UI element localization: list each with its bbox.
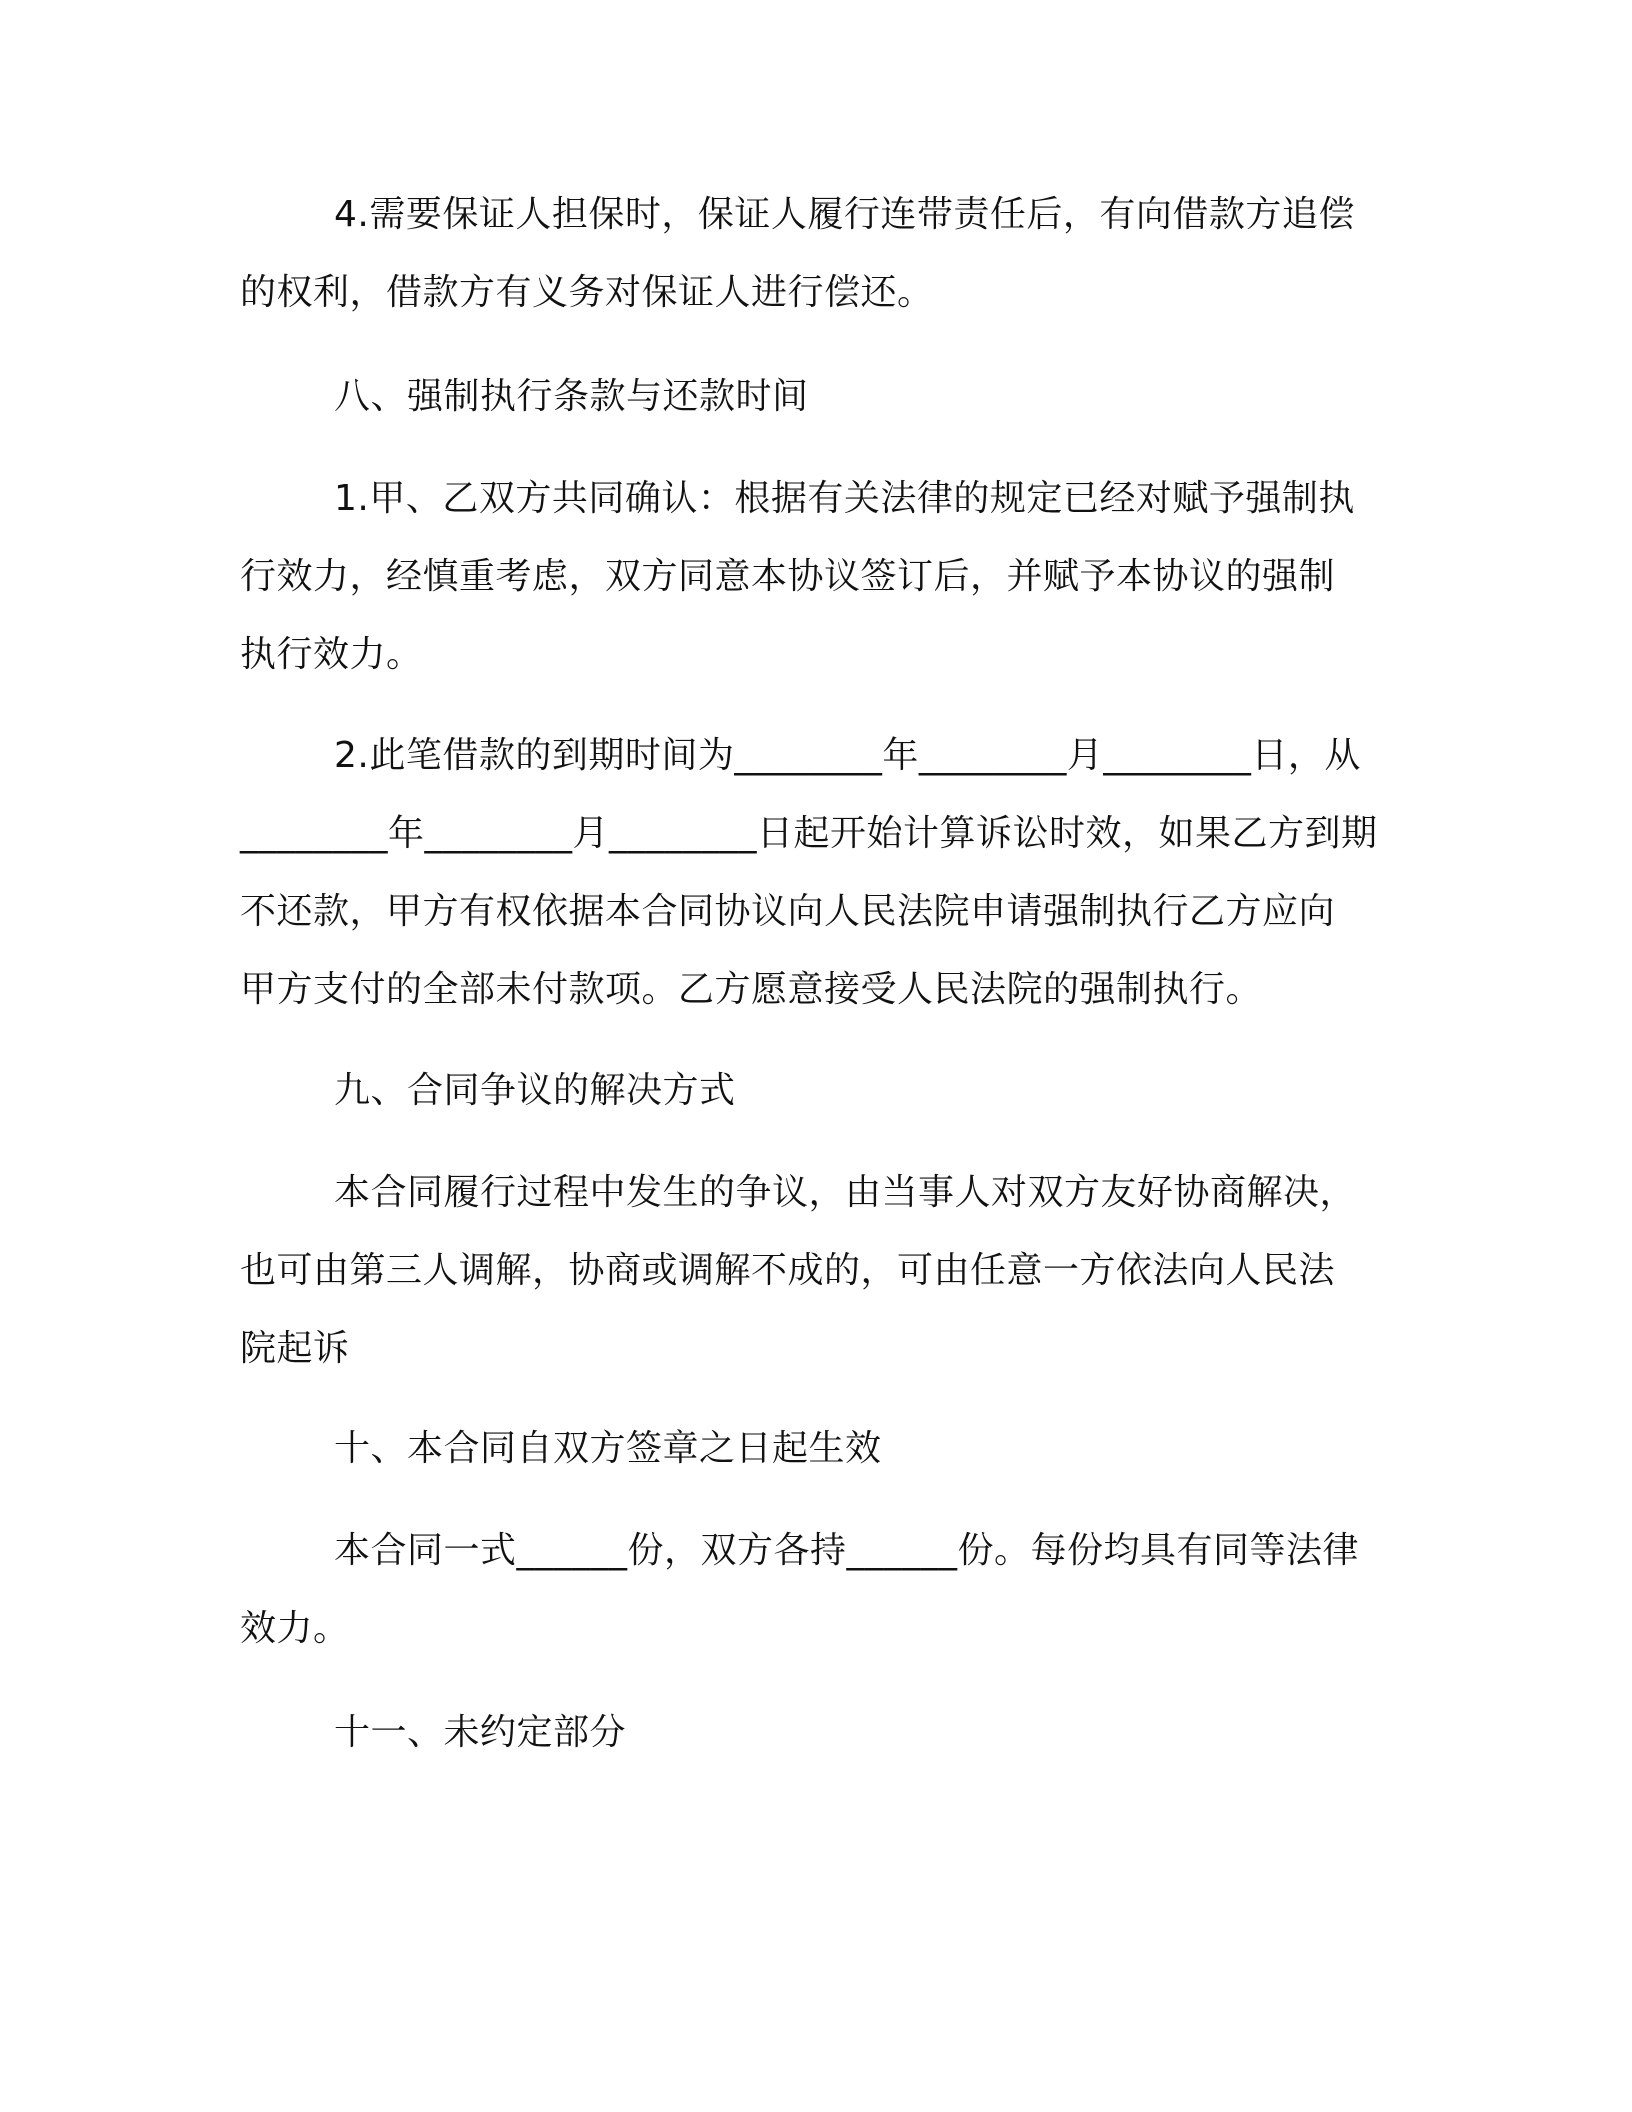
clause-8-2: [240, 717, 1400, 1029]
clause-9-line-1: 本合同履行过程中发生的争议，由当事人对双方友好协商解决，: [334, 1172, 1357, 1213]
section-9-title: 九、合同争议的解决方式: [334, 1070, 736, 1111]
section-11-title: 十一、未约定部分: [334, 1712, 627, 1753]
clause-8-1-line-3: 执行效力。: [240, 634, 423, 675]
clause-7-4-line-1: 4.需要保证人担保时，保证人履行连带责任后，有向借款方追偿: [334, 194, 1355, 235]
clause-7-4: [240, 176, 1400, 332]
clause-10-line-1: 本合同一式______份，双方各持______份。每份均具有同等法律: [334, 1530, 1360, 1571]
section-10-title: 十、本合同自双方签章之日起生效: [334, 1428, 882, 1469]
clause-9-line-2: 也可由第三人调解，协商或调解不成的，可由任意一方依法向人民法: [240, 1250, 1336, 1291]
clause-8-2-line-1: 2.此笔借款的到期时间为________年________月________日，从: [334, 735, 1361, 776]
section-8-title: 八、强制执行条款与还款时间: [334, 376, 809, 417]
clause-7-4-line-2: 的权利，借款方有义务对保证人进行偿还。: [240, 272, 934, 313]
clause-10: [240, 1512, 1400, 1668]
clause-9: [240, 1154, 1400, 1388]
clause-9-line-3: 院起诉: [240, 1328, 350, 1369]
clause-10-line-2: 效力。: [240, 1608, 350, 1649]
clause-8-1-line-2: 行效力，经慎重考虑，双方同意本协议签订后，并赋予本协议的强制: [240, 556, 1336, 597]
clause-8-2-line-3: 不还款，甲方有权依据本合同协议向人民法院申请强制执行乙方应向: [240, 891, 1336, 932]
clause-8-2-line-4: 甲方支付的全部未付款项。乙方愿意接受人民法院的强制执行。: [240, 969, 1263, 1010]
clause-8-2-line-2: ________年________月________日起开始计算诉讼时效，如果乙方到期: [240, 813, 1378, 854]
clause-8-1: [240, 460, 1400, 694]
clause-8-1-line-1: 1.甲、乙双方共同确认：根据有关法律的规定已经对赋予强制执: [334, 478, 1355, 519]
